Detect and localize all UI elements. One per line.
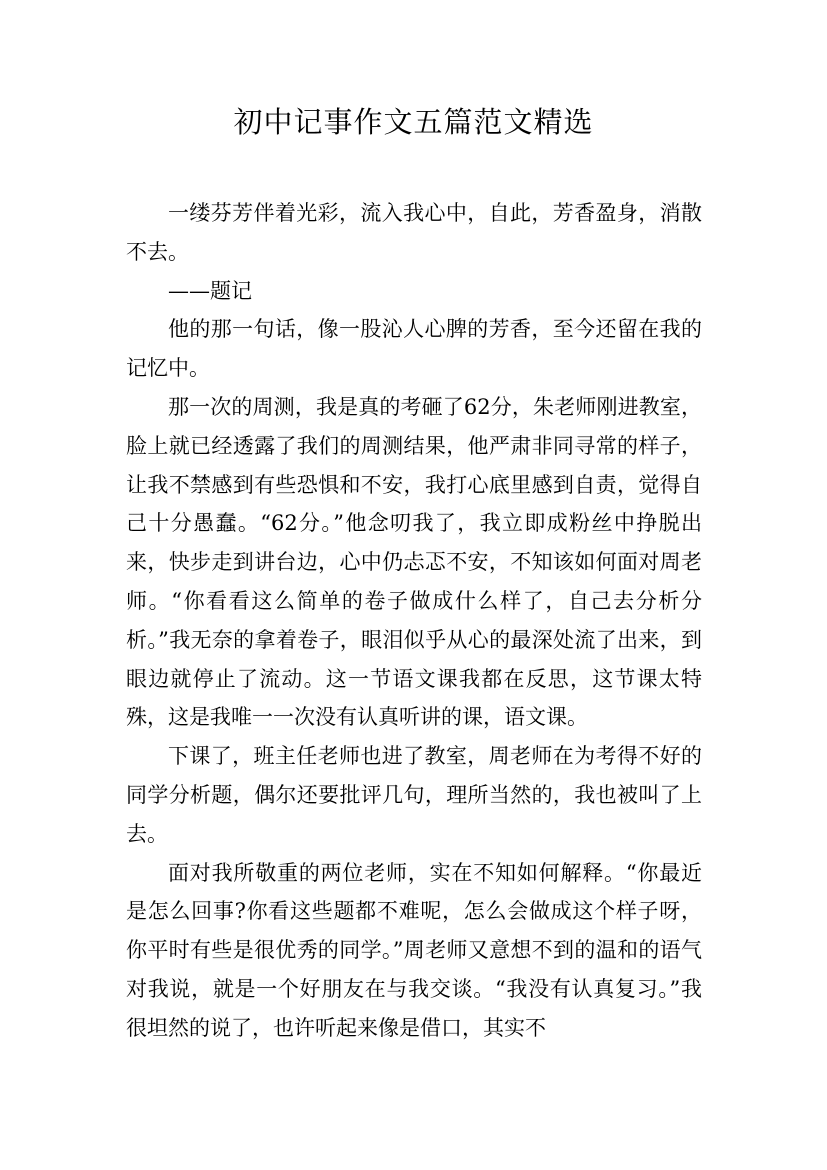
paragraph-teachers: 面对我所敬重的两位老师，实在不知如何解释。“你最近是怎么回事?你看这些题都不难呢，怎么会做成这个样子呀，你平时有些是很优秀的同学。”周老师又意想不到的温和的语气对我说，就是一个好朋友在与我交谈。“我没有认真复习。”我很坦然的说了，也许听起来像是借口，其实不 bbox=[126, 860, 702, 1040]
paragraph-weekly-test: 那一次的周测，我是真的考砸了62分，朱老师刚进教室，脸上就已经透露了我们的周测结果，他严肃非同寻常的样子，让我不禁感到有些恐惧和不安，我打心底里感到自责，觉得自己十分愚蠢。“62分。”他念叨我了，我立即成粉丝中挣脱出来，快步走到讲台边，心中仍忐忑不安，不知该如何面对周老师。“你看看这么简单的卷子做成什么样了，自己去分析分析。”我无奈的拿着卷子，眼泪似乎从心的最深处流了出来，到眼边就停止了流动。这一节语文课我都在反思，这节课太特殊，这是我唯一一次没有认真听讲的课，语文课。 bbox=[126, 394, 702, 730]
paragraph-memory: 他的那一句话，像一股沁人心脾的芳香，至今还留在我的记忆中。 bbox=[126, 317, 702, 381]
document-title: 初中记事作文五篇范文精选 bbox=[233, 105, 594, 139]
paragraph-intro: 一缕芬芳伴着光彩，流入我心中，自此，芳香盈身，消散不去。 bbox=[126, 201, 702, 264]
paragraph-after-class: 下课了，班主任老师也进了教室，周老师在为考得不好的同学分析题，偶尔还要批评几句，理所当然的，我也被叫了上去。 bbox=[126, 744, 702, 846]
paragraph-epigraph-note: ——题记 bbox=[168, 278, 252, 303]
document-body bbox=[126, 194, 702, 1048]
